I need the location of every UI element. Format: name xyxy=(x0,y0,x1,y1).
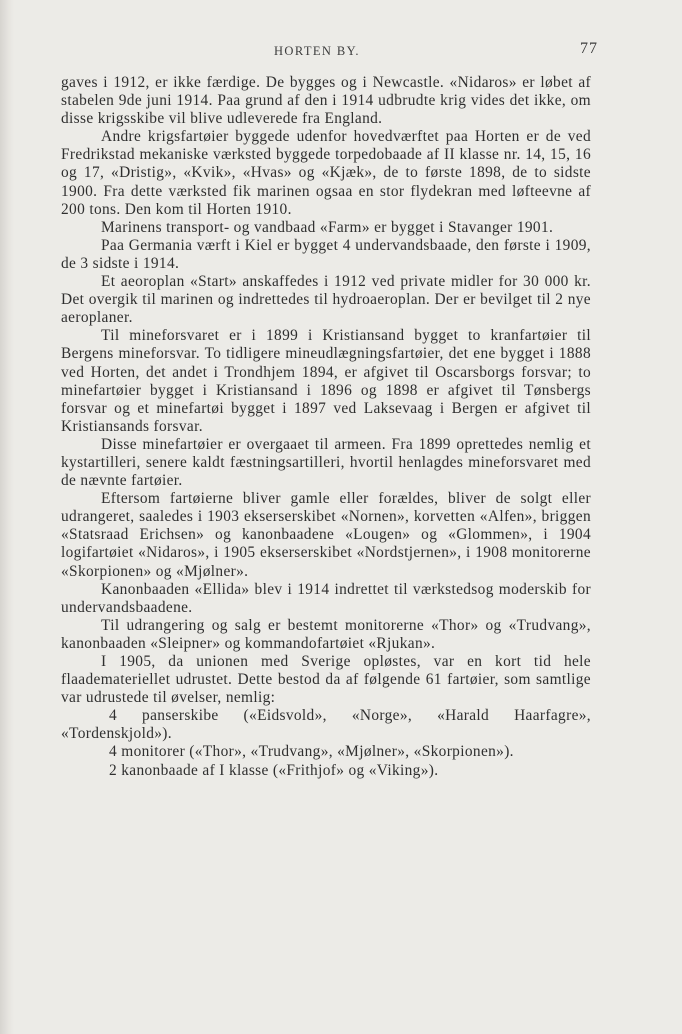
paragraph: Til udrangering og salg er bestemt monitorerne «Thor» og «Trudvang», kanonbaaden «Sleipner» og kommandofartøiet «Rjukan». xyxy=(61,616,591,652)
binding-shadow xyxy=(0,0,14,1034)
paragraph: Marinens transport- og vandbaad «Farm» er bygget i Stavanger 1901. xyxy=(101,218,554,236)
paragraph: Kanonbaaden «Ellida» blev i 1914 indrettet til værkstedsog moderskib for undervandsbaadene. xyxy=(61,580,591,616)
list-item: 2 kanonbaade af I klasse («Frithjof» og «Viking»). xyxy=(109,761,439,779)
paragraph: Til mineforsvaret er i 1899 i Kristiansand bygget to kranfartøier til Bergens mineforsvar. To tidligere mineudlægningsfartøier, det ene bygget i 1888 ved Horten, det andet i Trondhjem 1894, er afgivet til Oscarsborgs forsvar; to minefartøier bygget i Kristiansand i 1896 og 1898 er afgivet til Tønsbergs forsvar og et minefartøi bygget i 1897 ved Laksevaag i Bergen er afgivet til Kristiansands forsvar. xyxy=(61,327,591,435)
page-number: 77 xyxy=(580,40,598,57)
body-text xyxy=(61,74,591,780)
paragraph: Paa Germania værft i Kiel er bygget 4 undervandsbaade, den første i 1909, de 3 sidste i 1914. xyxy=(61,236,591,272)
paragraph: Disse minefartøier er overgaaet til armeen. Fra 1899 oprettedes nemlig et kystartilleri, senere kaldt fæstningsartilleri, hvortil henlagdes mineforsvaret med de nævnte fartøier. xyxy=(61,435,591,490)
paragraph: Et aeoroplan «Start» anskaffedes i 1912 ved private midler for 30 000 kr. Det overgik til marinen og indrettedes til hydroaeroplan. Der er bevilget til 2 nye aeroplaner. xyxy=(61,273,591,327)
running-header xyxy=(64,40,598,62)
header-title: HORTEN BY. xyxy=(274,44,360,58)
paragraph: Andre krigsfartøier byggede udenfor hovedværftet paa Horten er de ved Fredrikstad mekaniske værksted byggede torpedobaade af II klasse nr. 14, 15, 16 og 17, «Dristig», «Kvik», «Hvas» og «Kjæk», de to første 1898, de to sidste 1900. Fra dette værksted fik marinen ogsaa en stor flydekran med løfteevne af 200 tons. Den kom til Horten 1910. xyxy=(61,128,591,218)
paragraph: gaves i 1912, er ikke færdige. De bygges og i Newcastle. «Nidaros» er løbet af stabelen 9de juni 1914. Paa grund af den i 1914 udbrudte krig vides det ikke, om disse krigsskibe vil blive udleverede fra England. xyxy=(61,74,591,128)
paragraph: I 1905, da unionen med Sverige opløstes, var en kort tid hele flaademateriellet udrustet. Dette bestod da af følgende 61 fartøier, som samtlige var udrustede til øvelser, nemlig: xyxy=(61,653,591,707)
paragraph: Eftersom fartøierne bliver gamle eller forældes, bliver de solgt eller udrangeret, saaledes i 1903 ekserserskibet «Nornen», korvetten «Alfen», briggen «Statsraad Erichsen» og kanonbaadene «Lougen» og «Glommen», i 1904 logifartøiet «Nidaros», i 1905 ekserserskibet «Nordstjernen», i 1908 monitorerne «Skorpionen» og «Mjølner». xyxy=(61,490,591,580)
list-item: 4 monitorer («Thor», «Trudvang», «Mjølner», «Skorpionen»). xyxy=(109,743,514,761)
list-item: 4 panserskibe («Eidsvold», «Norge», «Harald Haarfagre», «Tordenskjold»). xyxy=(61,707,591,743)
